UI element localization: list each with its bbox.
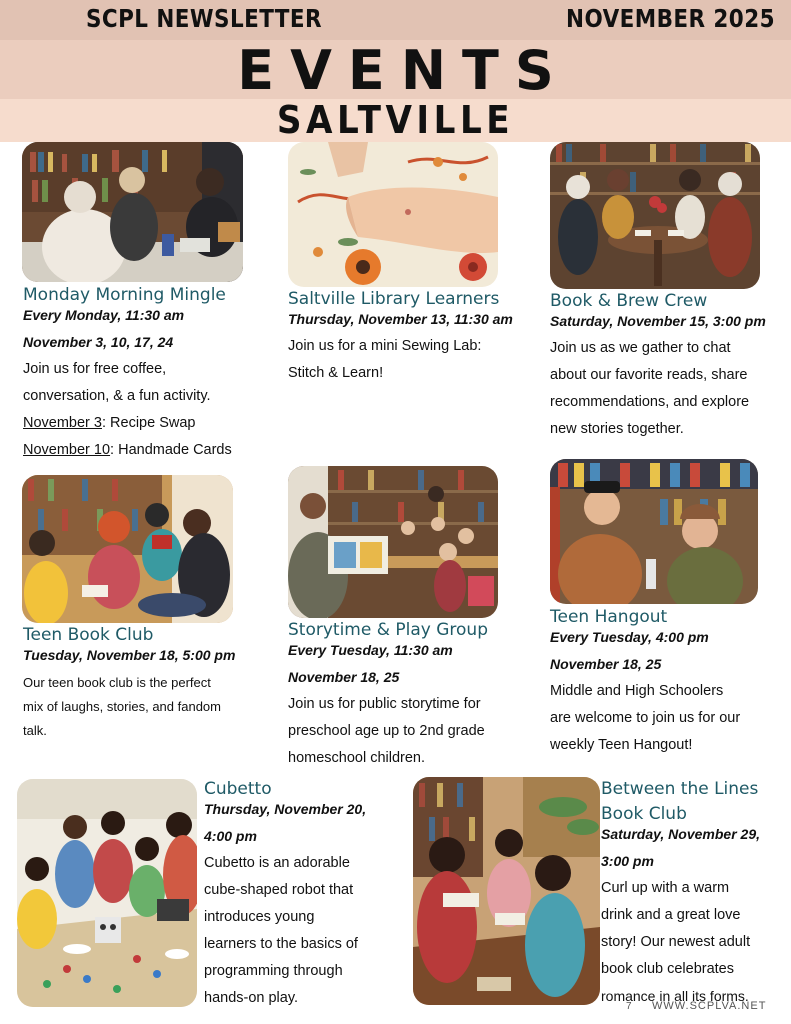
event-schedule: Every Tuesday, 4:00 pm (550, 629, 709, 645)
event-schedule: Thursday, November 13, 11:30 am (288, 311, 513, 327)
event-schedule: Every Monday, 11:30 am (23, 307, 185, 323)
event-title: Saltville Library Learners (288, 289, 500, 309)
event-schedule: Saturday, November 15, 3:00 pm (550, 313, 766, 329)
event-time: 3:00 pm (601, 853, 654, 869)
photo-cubetto (17, 779, 197, 1007)
event-description-line: book club celebrates (601, 961, 734, 977)
event-description-line: Join us for public storytime for (288, 696, 481, 712)
event-description-line: learners to the basics of (204, 936, 358, 952)
activity-date: November 3 (23, 415, 102, 431)
event-title-line: Between the Lines (601, 779, 759, 799)
event-book-and-brew-crew (550, 291, 785, 443)
event-description-line: are welcome to join us for our (550, 710, 741, 726)
event-description-line: preschool age up to 2nd grade (288, 723, 485, 739)
event-title: Teen Hangout (550, 607, 668, 627)
event-library-learners (288, 289, 538, 387)
event-title: Storytime & Play Group (288, 620, 488, 640)
event-schedule: Every Tuesday, 11:30 am (288, 642, 453, 658)
event-cubetto (204, 779, 404, 1012)
event-title-line: Book Club (601, 804, 687, 824)
event-storytime-play-group (288, 620, 538, 772)
event-description-line: Join us for a mini Sewing Lab: (288, 338, 482, 354)
event-monday-morning-mingle (23, 285, 273, 464)
event-description-line: Curl up with a warm (601, 880, 730, 896)
event-description-line: new stories together. (550, 421, 684, 437)
event-description-line: romance in all its forms. (601, 988, 749, 1004)
event-description-line: hands-on play. (204, 990, 299, 1006)
event-title: Teen Book Club (23, 625, 154, 645)
event-dates: November 18, 25 (550, 656, 662, 672)
website-url: WWW.SCPLVA.NET (652, 1000, 767, 1012)
photo-book-and-brew-crew (550, 142, 760, 289)
newsletter-date: NOVEMBER 2025 (566, 4, 775, 33)
event-description-line: about our favorite reads, share (550, 367, 748, 383)
photo-teen-hangout (550, 459, 758, 604)
event-schedule: Tuesday, November 18, 5:00 pm (23, 647, 236, 663)
event-description-line: mix of laughs, stories, and fandom (23, 699, 221, 714)
event-description-line: Stitch & Learn! (288, 365, 384, 381)
event-description-line: Our teen book club is the perfect (23, 675, 211, 690)
event-between-the-lines (601, 779, 789, 1010)
event-dates: November 18, 25 (288, 669, 400, 685)
event-description-line: programming through (204, 963, 343, 979)
event-description-line: drink and a great love (601, 907, 741, 923)
location-title: SALTVILLE (276, 98, 515, 142)
photo-library-learners (288, 142, 498, 287)
photo-monday-morning-mingle (22, 142, 243, 282)
event-dates: November 3, 10, 17, 24 (23, 334, 174, 350)
activity-date: November 10 (23, 442, 111, 458)
event-description-line: conversation, & a fun activity. (23, 388, 211, 404)
event-activity-item (23, 437, 273, 464)
event-description-line: Cubetto is an adorable (204, 855, 350, 871)
event-description-line: talk. (23, 723, 47, 738)
newsletter-name: SCPL NEWSLETTER (86, 4, 323, 33)
event-description-line: Middle and High Schoolers (550, 683, 724, 699)
event-description-line: cube-shaped robot that (204, 882, 354, 898)
photo-teen-book-club (22, 475, 233, 623)
page-title: EVENTS (237, 39, 570, 102)
event-description-line: weekly Teen Hangout! (550, 737, 693, 753)
event-description-line: introduces young (204, 909, 315, 925)
event-title: Monday Morning Mingle (23, 285, 226, 305)
photo-between-the-lines (413, 777, 600, 1005)
event-title: Cubetto (204, 779, 272, 799)
event-time: 4:00 pm (204, 828, 257, 844)
activity-name: : Handmade Cards (110, 442, 232, 458)
event-description-line: recommendations, and explore (550, 394, 750, 410)
photo-storytime-play-group (288, 466, 498, 618)
event-teen-hangout (550, 607, 785, 759)
event-title: Book & Brew Crew (550, 291, 708, 311)
event-description-line: Join us for free coffee, (23, 361, 167, 377)
page-number: 7 (626, 1001, 632, 1012)
event-activity-item (23, 410, 273, 437)
activity-name: : Recipe Swap (101, 415, 196, 431)
event-description-line: Join us as we gather to chat (550, 340, 731, 356)
event-description-line: homeschool children. (288, 750, 426, 766)
event-schedule: Saturday, November 29, (601, 826, 760, 842)
event-description-line: story! Our newest adult (601, 934, 751, 950)
event-teen-book-club (23, 625, 273, 743)
event-schedule: Thursday, November 20, (204, 801, 367, 817)
